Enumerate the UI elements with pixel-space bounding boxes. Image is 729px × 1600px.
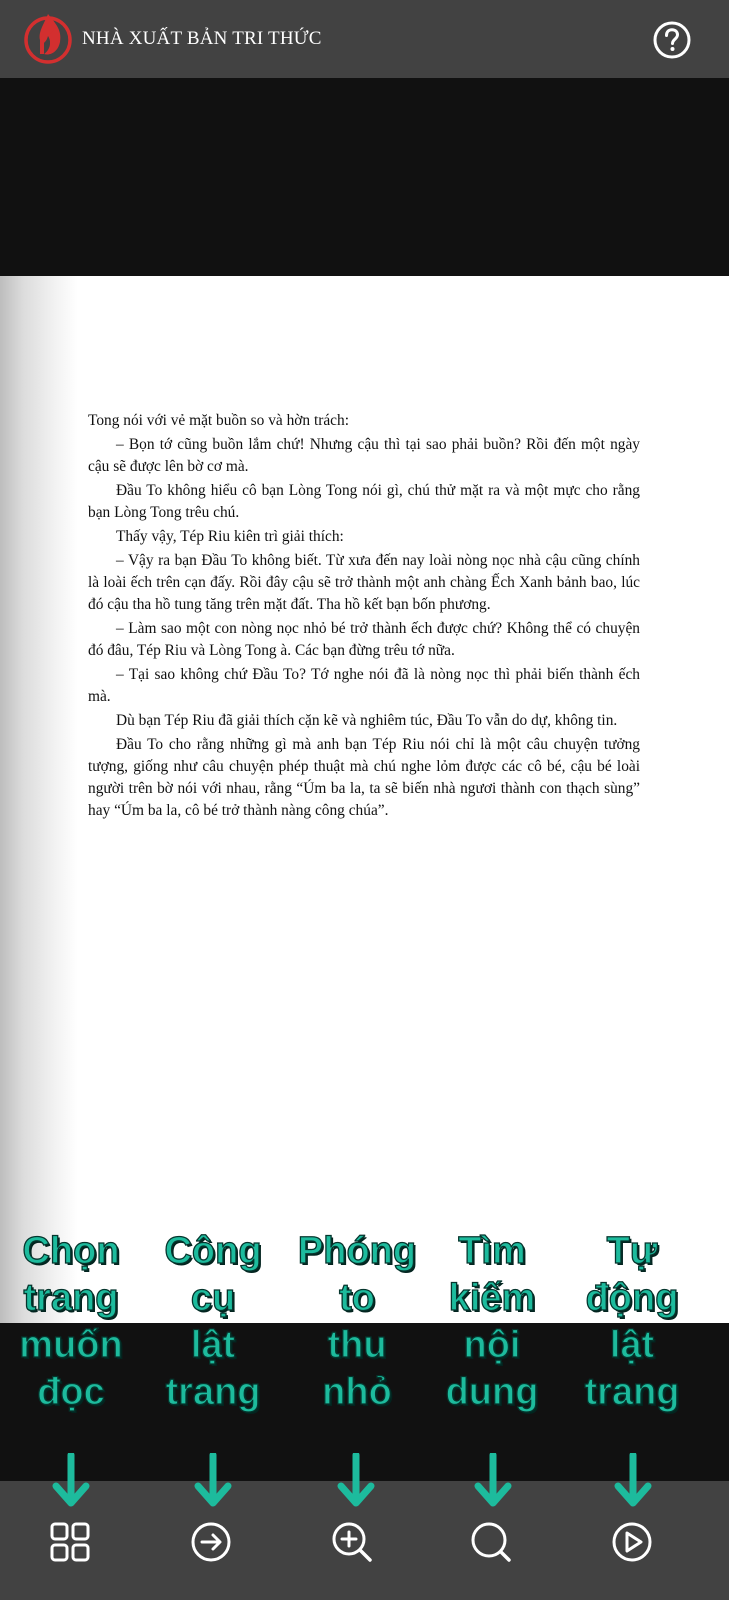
question-circle-icon[interactable]: [652, 20, 692, 60]
arrow-circle-right-icon: [189, 1520, 233, 1564]
page-spine-shadow: [0, 276, 78, 1323]
book-page[interactable]: [0, 276, 729, 1323]
annotation-auto-flip: Tự động lật trang: [584, 1230, 680, 1413]
play-circle-icon: [610, 1520, 654, 1564]
annotation-page-flip-tool: Công cụ lật trang: [164, 1230, 262, 1413]
arrow-down-icon: [613, 1453, 653, 1509]
arrow-down-icon: [336, 1453, 376, 1509]
paragraph: Đầu To cho rằng những gì mà anh bạn Tép Riu nói chỉ là một câu chuyện tưởng tượng, giống như câu chuyện phép thuật mà chú nghe lỏm được các cô bé, cậu bé loài người trên bờ nói với nhau, rằng “Úm ba la, ta sẽ biến nhà ngươi thành con thạch sùng” hay “Úm ba la, cô bé trở thành nàng công chúa”.: [88, 736, 640, 819]
zoom-button[interactable]: [328, 1518, 376, 1566]
annotation-search: Tìm kiếm nội dung: [445, 1230, 539, 1413]
paragraph: – Vậy ra bạn Đầu To không biết. Từ xưa đến nay loài nòng nọc nhà cậu cũng chính là loài ếch trên cạn đấy. Rồi đây cậu sẽ trở thành một anh chàng Ếch Xanh bảnh bao, lúc đó cậu tha hồ tung tăng trên mặt đất. Tha hồ kết bạn bốn phương.: [88, 552, 640, 613]
auto-flip-button[interactable]: [608, 1518, 656, 1566]
arrow-down-icon: [473, 1453, 513, 1509]
paragraph: Tong nói với vẻ mặt buồn so và hờn trách:: [88, 412, 349, 429]
viewer-background-top: [0, 78, 729, 276]
arrow-down-icon: [51, 1453, 91, 1509]
paragraph: – Bọn tớ cũng buồn lắm chứ! Nhưng cậu thì tại sao phải buồn? Rồi đến một ngày cậu sẽ được lên bờ cơ mà.: [88, 436, 640, 475]
grid-icon: [48, 1520, 92, 1564]
paragraph: Thấy vậy, Tép Riu kiên trì giải thích:: [116, 528, 344, 545]
search-icon: [469, 1520, 513, 1564]
paragraph: Đầu To không hiểu cô bạn Lòng Tong nói gì, chú thử mặt ra và một mực cho rằng bạn Lòng Tong trêu chú.: [88, 482, 640, 521]
select-page-button[interactable]: [46, 1518, 94, 1566]
page-flip-tool-button[interactable]: [187, 1518, 235, 1566]
search-button[interactable]: [467, 1518, 515, 1566]
app-header: [0, 0, 729, 78]
paragraph: – Tại sao không chứ Đầu To? Tớ nghe nói đã là nòng nọc thì phải biến thành ếch mà.: [88, 666, 640, 705]
annotation-select-page: Chọn trang muốn đọc: [19, 1230, 123, 1413]
zoom-in-icon: [330, 1520, 374, 1564]
arrow-down-icon: [193, 1453, 233, 1509]
page-text: [88, 410, 640, 824]
flame-logo-icon: [20, 10, 76, 66]
publisher-name: NHÀ XUẤT BẢN TRI THỨC: [82, 28, 322, 49]
annotation-zoom: Phóng to thu nhỏ: [297, 1230, 417, 1413]
paragraph: – Làm sao một con nòng nọc nhỏ bé trở thành ếch được chứ? Không thể có chuyện đó đâu, Tép Riu và Lòng Tong à. Các bạn đừng trêu tớ nữa.: [88, 620, 640, 659]
paragraph: Dù bạn Tép Riu đã giải thích cặn kẽ và nghiêm túc, Đầu To vẫn do dự, không tin.: [116, 712, 618, 729]
